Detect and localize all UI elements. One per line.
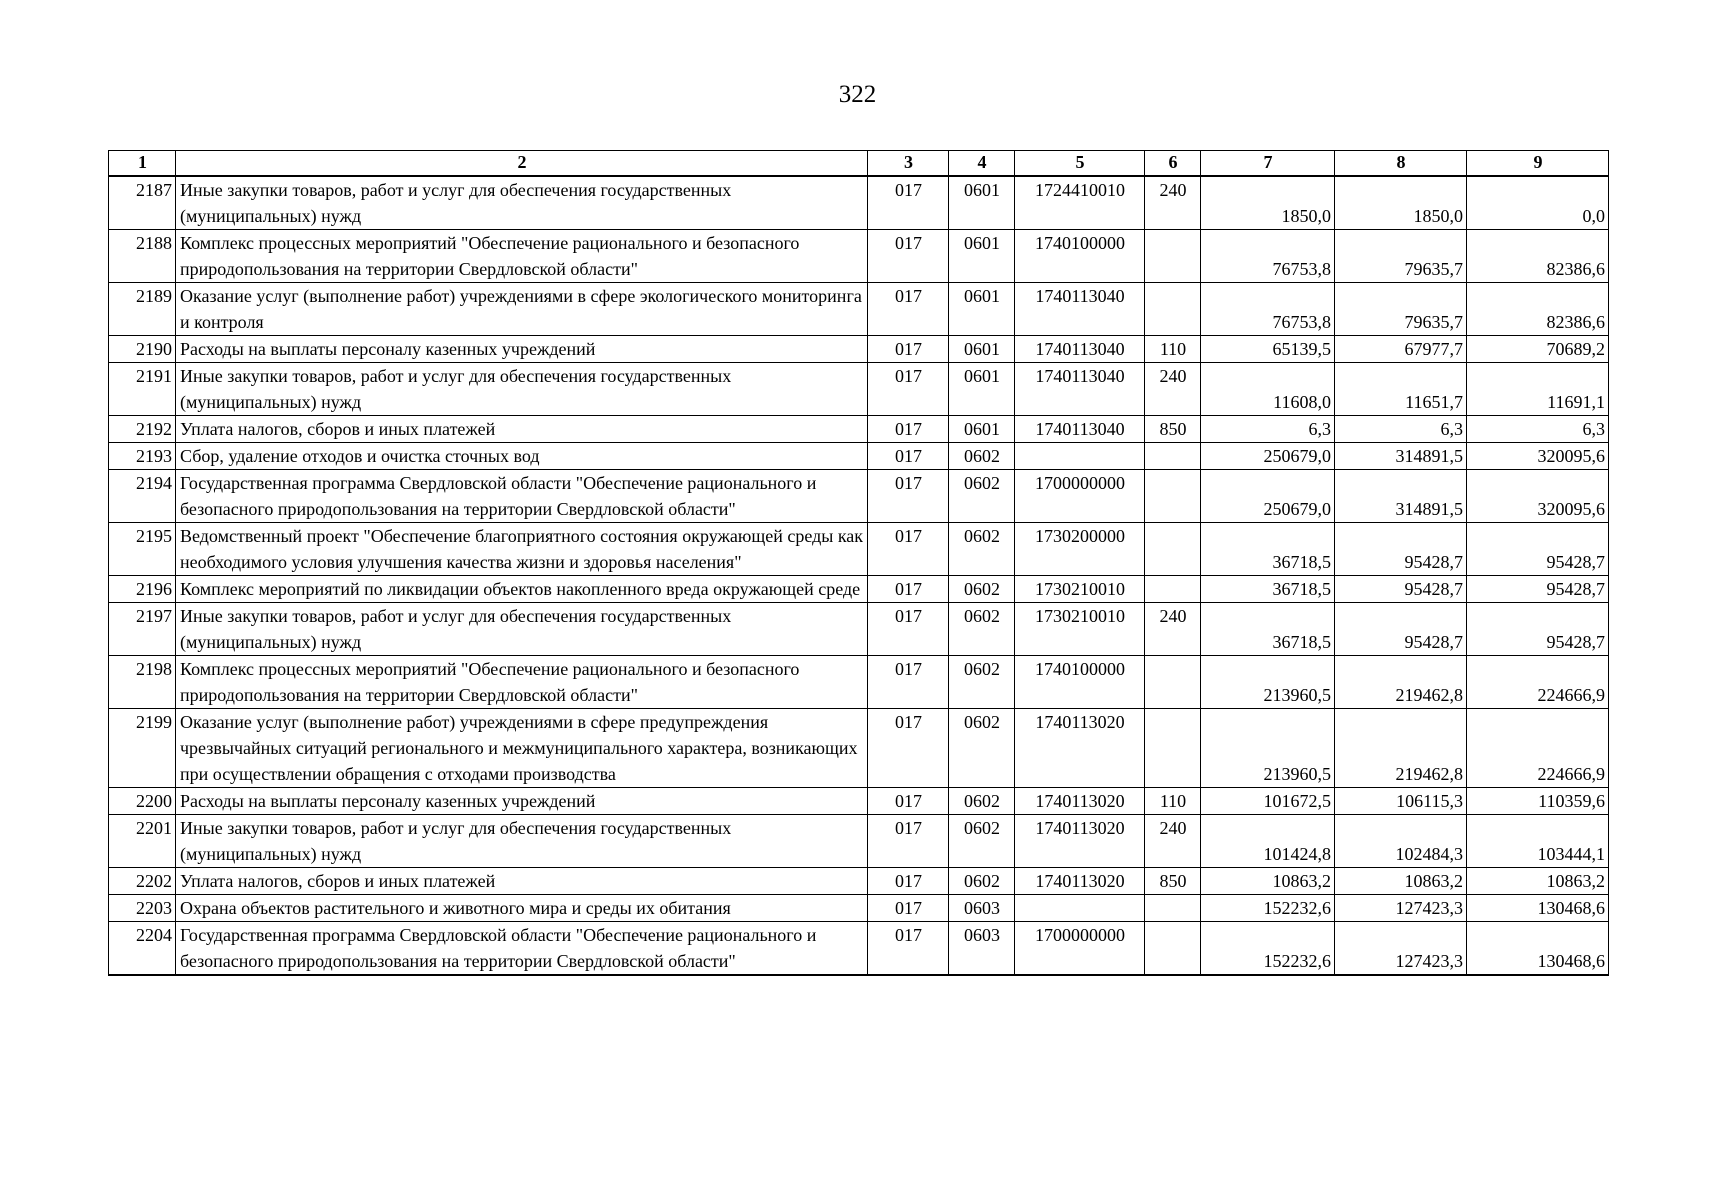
budget-table	[108, 150, 1609, 976]
cell-col9: 224666,9	[1467, 709, 1609, 788]
cell-col9: 95428,7	[1467, 603, 1609, 656]
cell-col4: 0602	[949, 470, 1015, 523]
cell-col7: 36718,5	[1201, 603, 1335, 656]
cell-col8: 127423,3	[1335, 895, 1467, 922]
cell-col8: 79635,7	[1335, 283, 1467, 336]
cell-col4: 0601	[949, 283, 1015, 336]
cell-col3: 017	[868, 815, 949, 868]
table-row	[109, 895, 1609, 922]
table-row	[109, 815, 1609, 868]
cell-col9: 95428,7	[1467, 523, 1609, 576]
cell-col8: 95428,7	[1335, 523, 1467, 576]
row-number: 2195	[109, 523, 176, 576]
cell-col3: 017	[868, 363, 949, 416]
cell-col4: 0602	[949, 788, 1015, 815]
cell-col5: 1730200000	[1015, 523, 1145, 576]
row-number: 2196	[109, 576, 176, 603]
cell-col4: 0603	[949, 895, 1015, 922]
row-name: Охрана объектов растительного и животного мира и среды их обитания	[176, 895, 868, 922]
row-name: Оказание услуг (выполнение работ) учреждениями в сфере предупреждения чрезвычайных ситуаций регионального и межмуниципального характера, возникающих при осуществлении обращения с отходами производства	[176, 709, 868, 788]
cell-col9: 10863,2	[1467, 868, 1609, 895]
row-number: 2192	[109, 416, 176, 443]
cell-col5: 1740113020	[1015, 815, 1145, 868]
cell-col5: 1740100000	[1015, 656, 1145, 709]
cell-col8: 67977,7	[1335, 336, 1467, 363]
cell-col7: 250679,0	[1201, 470, 1335, 523]
cell-col7: 250679,0	[1201, 443, 1335, 470]
cell-col5: 1700000000	[1015, 922, 1145, 976]
cell-col9: 82386,6	[1467, 283, 1609, 336]
cell-col3: 017	[868, 416, 949, 443]
page-number: 322	[838, 81, 877, 108]
cell-col7: 36718,5	[1201, 576, 1335, 603]
cell-col7: 152232,6	[1201, 922, 1335, 976]
row-name: Комплекс процессных мероприятий "Обеспечение рационального и безопасного природопользования на территории Свердловской области"	[176, 656, 868, 709]
cell-col5: 1740113020	[1015, 868, 1145, 895]
cell-col3: 017	[868, 336, 949, 363]
cell-col3: 017	[868, 283, 949, 336]
cell-col5	[1015, 895, 1145, 922]
cell-col8: 6,3	[1335, 416, 1467, 443]
row-number: 2193	[109, 443, 176, 470]
cell-col9: 224666,9	[1467, 656, 1609, 709]
row-name: Государственная программа Свердловской области "Обеспечение рационального и безопасного природопользования на территории Свердловской области"	[176, 922, 868, 976]
cell-col5: 1730210010	[1015, 576, 1145, 603]
column-header: 6	[1145, 151, 1201, 177]
cell-col3: 017	[868, 176, 949, 230]
header-row	[109, 151, 1609, 177]
cell-col6	[1145, 230, 1201, 283]
row-name: Комплекс процессных мероприятий "Обеспечение рационального и безопасного природопользования на территории Свердловской области"	[176, 230, 868, 283]
cell-col8: 10863,2	[1335, 868, 1467, 895]
cell-col8: 95428,7	[1335, 603, 1467, 656]
cell-col5: 1740113020	[1015, 709, 1145, 788]
table-row	[109, 336, 1609, 363]
table-row	[109, 868, 1609, 895]
cell-col5: 1740113020	[1015, 788, 1145, 815]
cell-col7: 36718,5	[1201, 523, 1335, 576]
column-header: 5	[1015, 151, 1145, 177]
cell-col8: 79635,7	[1335, 230, 1467, 283]
cell-col3: 017	[868, 603, 949, 656]
cell-col7: 6,3	[1201, 416, 1335, 443]
row-number: 2188	[109, 230, 176, 283]
table-row	[109, 416, 1609, 443]
cell-col7: 65139,5	[1201, 336, 1335, 363]
cell-col7: 11608,0	[1201, 363, 1335, 416]
table-row	[109, 470, 1609, 523]
cell-col7: 213960,5	[1201, 656, 1335, 709]
row-number: 2199	[109, 709, 176, 788]
row-number: 2202	[109, 868, 176, 895]
cell-col8: 219462,8	[1335, 656, 1467, 709]
cell-col7: 1850,0	[1201, 176, 1335, 230]
cell-col6	[1145, 709, 1201, 788]
cell-col9: 110359,6	[1467, 788, 1609, 815]
column-header: 1	[109, 151, 176, 177]
table-row	[109, 922, 1609, 976]
cell-col6: 850	[1145, 868, 1201, 895]
table-row	[109, 443, 1609, 470]
cell-col6	[1145, 576, 1201, 603]
column-header: 8	[1335, 151, 1467, 177]
column-header: 7	[1201, 151, 1335, 177]
table-body	[109, 176, 1609, 975]
cell-col4: 0602	[949, 523, 1015, 576]
cell-col8: 1850,0	[1335, 176, 1467, 230]
row-name: Уплата налогов, сборов и иных платежей	[176, 416, 868, 443]
table-row	[109, 603, 1609, 656]
row-number: 2194	[109, 470, 176, 523]
column-header: 2	[176, 151, 868, 177]
table-row	[109, 363, 1609, 416]
cell-col3: 017	[868, 868, 949, 895]
cell-col4: 0601	[949, 230, 1015, 283]
cell-col9: 95428,7	[1467, 576, 1609, 603]
row-name: Сбор, удаление отходов и очистка сточных вод	[176, 443, 868, 470]
cell-col9: 320095,6	[1467, 470, 1609, 523]
cell-col7: 76753,8	[1201, 230, 1335, 283]
cell-col5: 1740113040	[1015, 336, 1145, 363]
cell-col6: 110	[1145, 788, 1201, 815]
row-number: 2200	[109, 788, 176, 815]
row-number: 2191	[109, 363, 176, 416]
row-name: Иные закупки товаров, работ и услуг для обеспечения государственных (муниципальных) нужд	[176, 603, 868, 656]
cell-col9: 320095,6	[1467, 443, 1609, 470]
cell-col5: 1724410010	[1015, 176, 1145, 230]
cell-col6	[1145, 523, 1201, 576]
cell-col9: 6,3	[1467, 416, 1609, 443]
cell-col4: 0601	[949, 363, 1015, 416]
cell-col6	[1145, 443, 1201, 470]
cell-col7: 76753,8	[1201, 283, 1335, 336]
row-name: Расходы на выплаты персоналу казенных учреждений	[176, 336, 868, 363]
cell-col6	[1145, 470, 1201, 523]
table-row	[109, 656, 1609, 709]
row-name: Расходы на выплаты персоналу казенных учреждений	[176, 788, 868, 815]
cell-col3: 017	[868, 470, 949, 523]
row-number: 2190	[109, 336, 176, 363]
cell-col8: 314891,5	[1335, 470, 1467, 523]
table-row	[109, 576, 1609, 603]
cell-col4: 0602	[949, 815, 1015, 868]
cell-col8: 106115,3	[1335, 788, 1467, 815]
cell-col6: 240	[1145, 363, 1201, 416]
cell-col7: 152232,6	[1201, 895, 1335, 922]
cell-col3: 017	[868, 922, 949, 976]
cell-col6	[1145, 922, 1201, 976]
cell-col4: 0603	[949, 922, 1015, 976]
table-header	[109, 151, 1609, 177]
row-number: 2204	[109, 922, 176, 976]
cell-col5: 1740100000	[1015, 230, 1145, 283]
cell-col9: 0,0	[1467, 176, 1609, 230]
table-row	[109, 176, 1609, 230]
cell-col5: 1730210010	[1015, 603, 1145, 656]
cell-col3: 017	[868, 523, 949, 576]
row-name: Государственная программа Свердловской области "Обеспечение рационального и безопасного природопользования на территории Свердловской области"	[176, 470, 868, 523]
row-name: Иные закупки товаров, работ и услуг для обеспечения государственных (муниципальных) нужд	[176, 815, 868, 868]
cell-col5: 1700000000	[1015, 470, 1145, 523]
row-number: 2198	[109, 656, 176, 709]
table-row	[109, 523, 1609, 576]
cell-col9: 130468,6	[1467, 895, 1609, 922]
cell-col3: 017	[868, 443, 949, 470]
table-row	[109, 788, 1609, 815]
column-header: 3	[868, 151, 949, 177]
table-row	[109, 709, 1609, 788]
row-number: 2201	[109, 815, 176, 868]
cell-col5	[1015, 443, 1145, 470]
cell-col8: 102484,3	[1335, 815, 1467, 868]
row-name: Уплата налогов, сборов и иных платежей	[176, 868, 868, 895]
cell-col6: 850	[1145, 416, 1201, 443]
cell-col5: 1740113040	[1015, 283, 1145, 336]
cell-col5: 1740113040	[1015, 363, 1145, 416]
cell-col4: 0601	[949, 336, 1015, 363]
cell-col3: 017	[868, 656, 949, 709]
table-row	[109, 283, 1609, 336]
cell-col4: 0602	[949, 868, 1015, 895]
cell-col8: 314891,5	[1335, 443, 1467, 470]
row-number: 2203	[109, 895, 176, 922]
cell-col3: 017	[868, 788, 949, 815]
cell-col4: 0601	[949, 416, 1015, 443]
row-number: 2197	[109, 603, 176, 656]
cell-col4: 0601	[949, 176, 1015, 230]
cell-col6: 240	[1145, 176, 1201, 230]
cell-col8: 11651,7	[1335, 363, 1467, 416]
cell-col6	[1145, 895, 1201, 922]
cell-col9: 130468,6	[1467, 922, 1609, 976]
cell-col3: 017	[868, 576, 949, 603]
cell-col6: 240	[1145, 603, 1201, 656]
row-name: Оказание услуг (выполнение работ) учреждениями в сфере экологического мониторинга и контроля	[176, 283, 868, 336]
cell-col3: 017	[868, 895, 949, 922]
row-name: Иные закупки товаров, работ и услуг для обеспечения государственных (муниципальных) нужд	[176, 176, 868, 230]
cell-col8: 95428,7	[1335, 576, 1467, 603]
table-row	[109, 230, 1609, 283]
cell-col7: 101672,5	[1201, 788, 1335, 815]
row-name: Ведомственный проект "Обеспечение благоприятного состояния окружающей среды как необходимого условия улучшения качества жизни и здоровья населения"	[176, 523, 868, 576]
cell-col7: 101424,8	[1201, 815, 1335, 868]
cell-col9: 70689,2	[1467, 336, 1609, 363]
cell-col4: 0602	[949, 709, 1015, 788]
cell-col8: 219462,8	[1335, 709, 1467, 788]
row-number: 2187	[109, 176, 176, 230]
row-name: Комплекс мероприятий по ликвидации объектов накопленного вреда окружающей среде	[176, 576, 868, 603]
cell-col6: 240	[1145, 815, 1201, 868]
column-header: 9	[1467, 151, 1609, 177]
row-name: Иные закупки товаров, работ и услуг для обеспечения государственных (муниципальных) нужд	[176, 363, 868, 416]
cell-col4: 0602	[949, 603, 1015, 656]
row-number: 2189	[109, 283, 176, 336]
cell-col3: 017	[868, 230, 949, 283]
cell-col3: 017	[868, 709, 949, 788]
cell-col7: 213960,5	[1201, 709, 1335, 788]
cell-col5: 1740113040	[1015, 416, 1145, 443]
cell-col4: 0602	[949, 656, 1015, 709]
cell-col9: 11691,1	[1467, 363, 1609, 416]
cell-col6	[1145, 656, 1201, 709]
cell-col6	[1145, 283, 1201, 336]
cell-col8: 127423,3	[1335, 922, 1467, 976]
cell-col9: 82386,6	[1467, 230, 1609, 283]
cell-col6: 110	[1145, 336, 1201, 363]
cell-col4: 0602	[949, 576, 1015, 603]
cell-col4: 0602	[949, 443, 1015, 470]
column-header: 4	[949, 151, 1015, 177]
cell-col7: 10863,2	[1201, 868, 1335, 895]
cell-col9: 103444,1	[1467, 815, 1609, 868]
